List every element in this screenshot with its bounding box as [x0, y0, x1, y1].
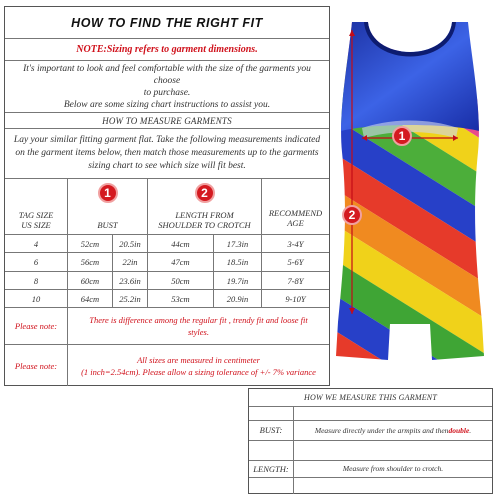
size-cell: 6 [33, 257, 39, 267]
age-cell: 7-8Y [287, 275, 304, 286]
bust-in-cell: 20.5in [119, 238, 141, 249]
badge-1: 1 [98, 183, 118, 203]
size-cell: 8 [33, 275, 39, 286]
bust-in-cell: 23.6in [119, 275, 141, 286]
intro-row [5, 61, 329, 113]
age-cell: 5-6Y [287, 257, 304, 267]
bust-in-cell: 22in [122, 257, 138, 267]
length-cm-cell: 44cm [171, 238, 190, 249]
bust-cm-cell: 52cm [80, 238, 100, 249]
length-instruction: Measure from shoulder to crotch. [342, 464, 444, 473]
sizing-note-row [5, 39, 329, 61]
recommend-header-line: AGE [287, 218, 304, 228]
lay-flat-text: Lay your similar fitting garment flat. Take the following measurements indicated on the garment items below, then match those measurements up to the garments sizing chart to see which size will fit best. [13, 135, 321, 171]
tag-size-header [5, 179, 67, 234]
measure-note [68, 345, 329, 386]
lay-flat-row [5, 129, 329, 179]
suit-badge-2: 2 [342, 205, 362, 225]
length-label: LENGTH: [253, 463, 289, 474]
bust-in-cell: 25.2in [119, 293, 141, 304]
bust-label: BUST: [259, 425, 283, 435]
please-note-label: Please note: [14, 321, 58, 331]
length-header-line: SHOULDER TO CROTCH [158, 220, 251, 230]
size-cell: 4 [33, 238, 39, 249]
length-in-cell: 18.5in [226, 257, 249, 267]
intro-line: It's important to look and feel comfortable with the size of the garments you choose [23, 63, 311, 86]
measure-note-line: All sizes are measured in centimeter [137, 354, 260, 365]
length-cm-cell: 50cm [171, 275, 190, 286]
length-cm-cell: 53cm [171, 293, 190, 304]
length-in-cell: 19.7in [226, 275, 249, 286]
badge-2: 2 [195, 183, 215, 203]
recommend-header [262, 179, 329, 234]
length-in-cell: 20.9in [226, 293, 249, 304]
chart-title: HOW TO FIND THE RIGHT FIT [71, 15, 263, 30]
suit-badge-1: 1 [392, 126, 412, 146]
bust-cm-cell: 60cm [80, 275, 100, 286]
bust-instruction-end: . [469, 425, 472, 435]
bust-header [68, 179, 147, 234]
chart-title-row [5, 7, 329, 39]
length-header [148, 179, 261, 234]
measure-box-title: HOW WE MEASURE THIS GARMENT [249, 389, 492, 407]
bust-instruction [294, 420, 492, 440]
measure-box [248, 388, 493, 494]
age-cell: 9-10Y [285, 293, 306, 304]
bust-instruction-text: Measure directly under the armpits and then [314, 425, 449, 435]
please-note-label: Please note: [14, 360, 58, 371]
bust-cm-cell: 56cm [80, 257, 100, 267]
us-size-label: US SIZE [21, 220, 51, 230]
recommend-header-line: RECOMMEND [268, 208, 323, 218]
sizing-note: NOTE:Sizing refers to garment dimensions. [76, 44, 258, 55]
age-cell: 3-4Y [287, 238, 304, 249]
length-cm-cell: 47cm [171, 257, 190, 267]
measure-note-line: (1 inch=2.54cm). Please allow a sizing tolerance of +/- 7% variance [81, 366, 316, 377]
length-in-cell: 17.3in [226, 238, 249, 249]
bust-cm-cell: 64cm [80, 293, 100, 304]
intro-line: Below are some sizing chart instructions to assist you. [63, 99, 271, 110]
length-header-line: LENGTH FROM [175, 210, 234, 220]
leotard-image [332, 22, 488, 362]
measure-heading: HOW TO MEASURE GARMENTS [102, 115, 232, 126]
bust-instruction-emphasis: double [448, 425, 470, 435]
size-cell: 10 [31, 293, 41, 304]
measure-box-divider [249, 440, 492, 441]
measure-heading-row [5, 113, 329, 129]
intro-line: to purchase. [143, 87, 191, 98]
tag-size-label: TAG SIZE [18, 210, 54, 220]
measure-box-divider [249, 477, 492, 478]
length-header-text [158, 210, 250, 230]
size-chart [4, 6, 330, 386]
fit-note: There is difference among the regular fit , trendy fit and loose fit styles. [89, 315, 308, 337]
bust-header-label: BUST [97, 220, 118, 230]
intro-text [9, 63, 325, 111]
